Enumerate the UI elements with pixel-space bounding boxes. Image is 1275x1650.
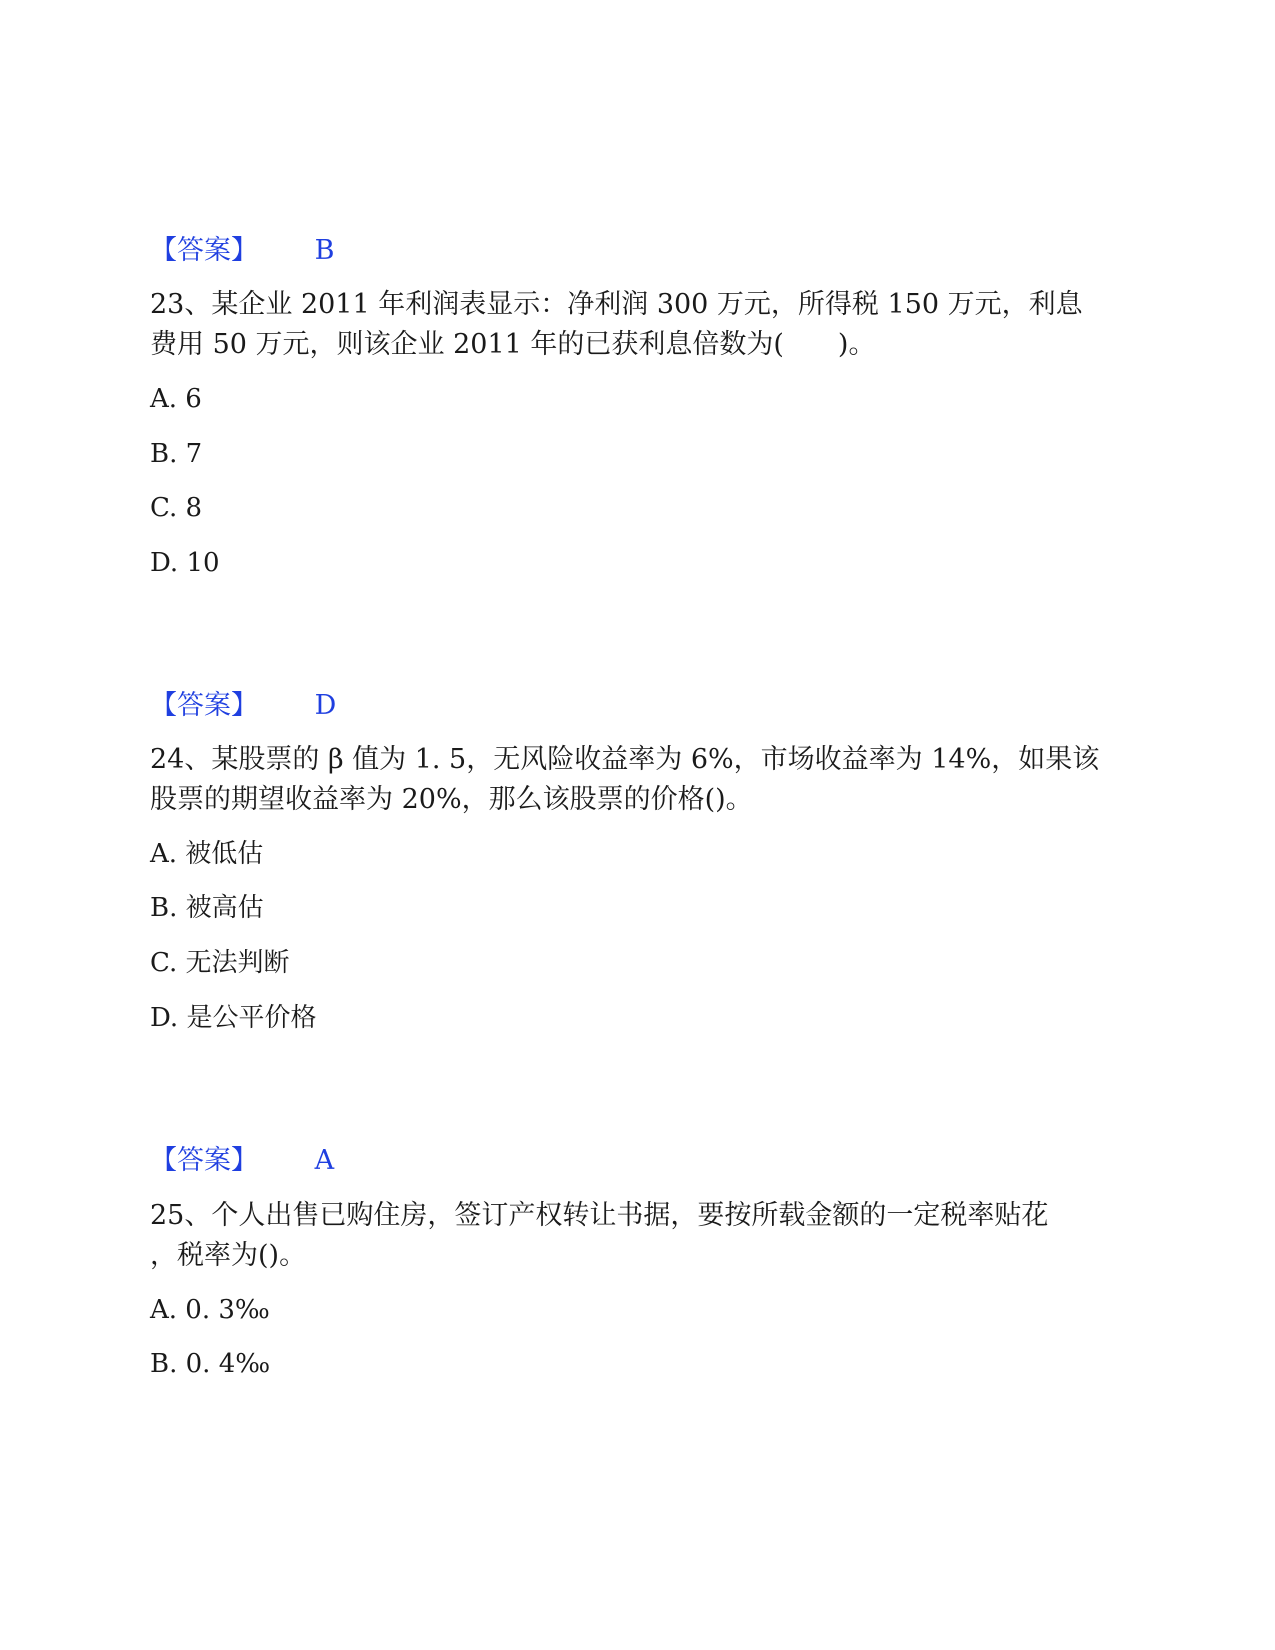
question-25-line-1: 25、个人出售已购住房，签订产权转让书据，要按所载金额的一定税率贴花 [150,1200,1049,1231]
question-23-option-a: A. 6 [150,384,202,414]
question-25-line-2: ，税率为()。 [150,1240,307,1271]
answer-value: B [314,235,335,266]
question-25-option-a: A. 0. 3‰ [150,1295,270,1325]
answer-label: 【答案】 [150,235,258,266]
question-24-line-2: 股票的期望收益率为 20%，那么该股票的价格()。 [150,784,753,815]
question-23-option-d: D. 10 [150,548,220,578]
question-24-option-a: A. 被低估 [150,839,264,869]
question-24-option-c: C. 无法判断 [150,948,290,978]
answer-label: 【答案】 [150,1145,258,1176]
answer-label: 【答案】 [150,690,258,721]
answer-row-22 [150,234,334,268]
question-24-option-b: B. 被高估 [150,893,264,923]
question-23-option-b: B. 7 [150,439,203,469]
answer-value: A [314,1145,335,1176]
answer-row-24 [150,1144,334,1178]
question-24-option-d: D. 是公平价格 [150,1003,317,1033]
question-23-option-c: C. 8 [150,493,203,523]
question-23-line-2: 费用 50 万元，则该企业 2011 年的已获利息倍数为( )。 [150,329,876,360]
answer-row-23 [150,689,336,723]
question-23-line-1: 23、某企业 2011 年利润表显示：净利润 300 万元，所得税 150 万元，利息 [150,289,1083,320]
question-25-option-b: B. 0. 4‰ [150,1349,271,1379]
question-24-line-1: 24、某股票的 β 值为 1. 5，无风险收益率为 6%，市场收益率为 14%，如果该 [150,744,1100,775]
answer-value: D [314,690,337,721]
